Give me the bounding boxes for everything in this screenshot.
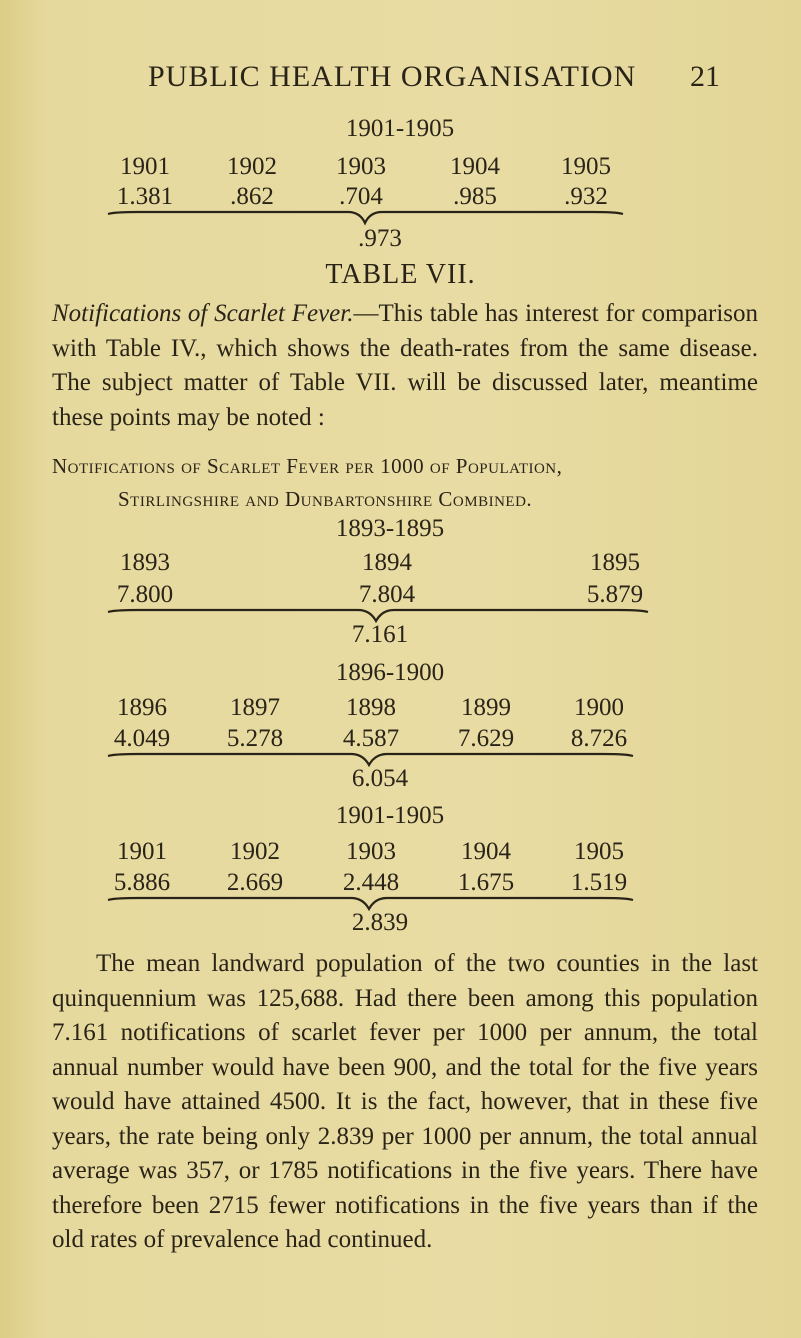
year-cell: 1901 xyxy=(117,838,167,865)
value-cell: 4.049 xyxy=(113,725,171,752)
year-cell: 1898 xyxy=(346,694,396,721)
table-title: TABLE VII. xyxy=(325,259,476,290)
year-cell: 1903 xyxy=(346,838,396,865)
running-title: PUBLIC HEALTH ORGANISATION xyxy=(148,60,637,93)
page-number: 21 xyxy=(690,60,720,93)
value-cell: 1.381 xyxy=(116,183,174,210)
year-cell: 1903 xyxy=(336,153,386,180)
mean-value: 6.054 xyxy=(351,765,409,792)
value-cell: 5.879 xyxy=(586,581,644,608)
value-cell: 7.800 xyxy=(116,581,174,608)
brace-icon xyxy=(108,211,623,225)
value-cell: 7.804 xyxy=(358,581,416,608)
value-cell: .704 xyxy=(339,183,383,210)
value-cell: 7.629 xyxy=(457,725,515,752)
year-cell: 1904 xyxy=(461,838,511,865)
value-cell: 2.448 xyxy=(342,869,400,896)
year-cell: 1894 xyxy=(362,549,412,576)
mean-value: .973 xyxy=(358,225,402,252)
period-label: 1901-1905 xyxy=(345,115,455,142)
year-cell: 1897 xyxy=(230,694,280,721)
intro-lead: Notifications of Scarlet Fever. xyxy=(52,300,354,327)
year-cell: 1905 xyxy=(574,838,624,865)
value-cell: 4.587 xyxy=(342,725,400,752)
value-cell: .932 xyxy=(564,183,608,210)
year-cell: 1895 xyxy=(590,549,640,576)
year-cell: 1902 xyxy=(230,838,280,865)
mean-value: 2.839 xyxy=(351,909,409,936)
year-cell: 1899 xyxy=(461,694,511,721)
year-cell: 1905 xyxy=(561,153,611,180)
intro-paragraph xyxy=(52,297,758,435)
table-caption xyxy=(52,450,752,516)
year-cell: 1901 xyxy=(120,153,170,180)
year-cell: 1896 xyxy=(117,694,167,721)
closing-paragraph xyxy=(52,947,758,1258)
period-label: 1901-1905 xyxy=(335,802,445,829)
year-cell: 1902 xyxy=(227,153,277,180)
value-cell: 5.278 xyxy=(226,725,284,752)
value-cell: 2.669 xyxy=(226,869,284,896)
period-label: 1896-1900 xyxy=(335,659,445,686)
value-cell: 1.675 xyxy=(457,869,515,896)
year-cell: 1893 xyxy=(120,549,170,576)
running-header xyxy=(0,60,801,100)
mean-value: 7.161 xyxy=(351,621,409,648)
value-cell: 8.726 xyxy=(570,725,628,752)
period-label: 1893-1895 xyxy=(335,515,445,542)
year-cell: 1904 xyxy=(450,153,500,180)
closing-text: The mean landward population of the two counties in the last quinquennium was 125,688. Had there been among this population 7.161 notifications of scarlet fever per 1000 per annum, the total annual number would have been 900, and the total for the five years would have attained 4500. It is the fact, however, that in these five years, the rate being only 2.839 per 1000 per annum, the total annual average was 357, or 1785 notifications in the five years. There have therefore been 2715 fewer notifications in the five years than if the old rates of prevalence had continued. xyxy=(52,950,758,1253)
caption-line-1: Notifications of Scarlet Fever per 1000 of Population, xyxy=(52,454,563,478)
year-cell: 1900 xyxy=(574,694,624,721)
value-cell: 5.886 xyxy=(113,869,171,896)
caption-line-2: Stirlingshire and Dunbartonshire Combined. xyxy=(118,487,533,511)
value-cell: 1.519 xyxy=(570,869,628,896)
intro-text: —This table has interest for comparison with Table IV., which shows the death-rates from the same disease. The subject matter of Table VII. will be discussed later, meantime these points may be noted : xyxy=(52,300,759,431)
value-cell: .862 xyxy=(230,183,274,210)
value-cell: .985 xyxy=(453,183,497,210)
